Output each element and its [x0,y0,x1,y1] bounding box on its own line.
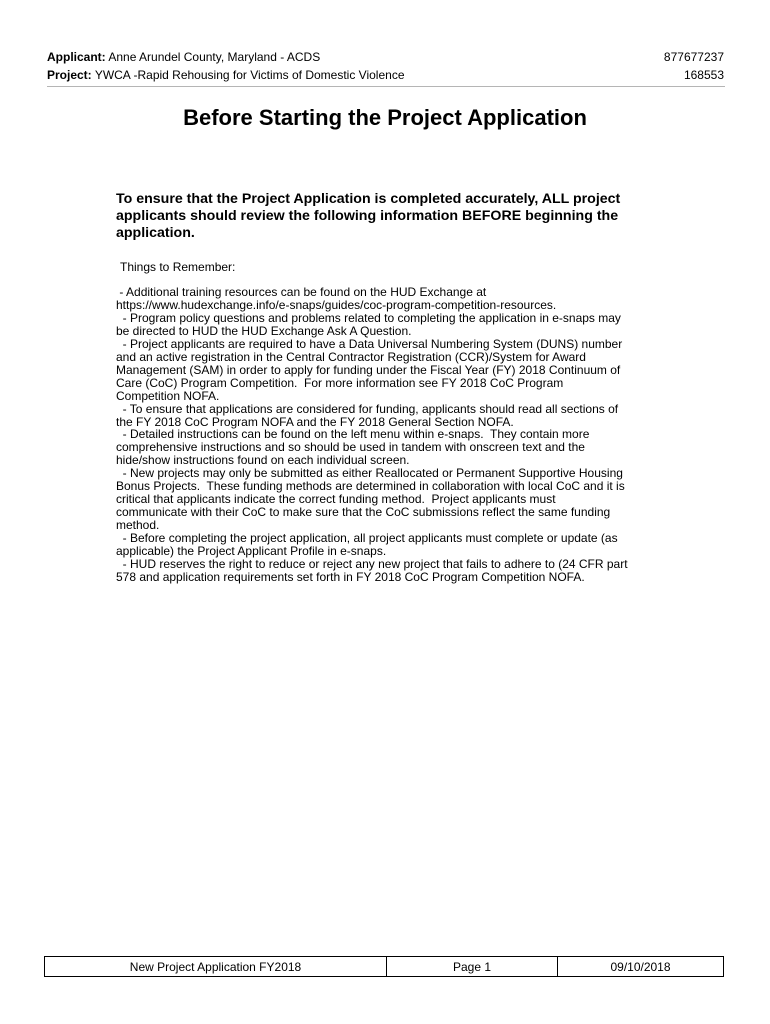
project-row [47,66,724,84]
applicant-row [47,48,724,66]
footer-date: 09/10/2018 [557,957,723,976]
page-footer [44,956,724,977]
applicant-id: 877677237 [663,50,724,64]
applicant-info [47,48,320,66]
applicant-label: Applicant: [47,50,106,64]
footer-page-number: Page 1 [386,957,557,976]
applicant-name: Anne Arundel County, Maryland - ACDS [108,50,321,64]
reminders-list: - Additional training resources can be found on the HUD Exchange at https://www.hudexchange.info/e-snaps/guides/coc-program-competition-resources. - Program policy questions and problems related to completing the application in e-snaps may be directed to HUD the HUD Exchange Ask A Question. - Project applicants are required to have a Data Universal Numbering System (DUNS) number and an active registration in the Central Contractor Registration (CCR)/System for Award Management (SAM) in order to apply for funding under the Fiscal Year (FY) 2018 Continuum of Care (CoC) Program Competition. For more information see FY 2018 CoC Program Competition NOFA. - To ensure that applications are considered for funding, applicants should read all sections of the FY 2018 CoC Program NOFA and the FY 2018 General Section NOFA. - Detailed instructions can be found on the left menu within e-snaps. They contain more comprehensive instructions and so should be used in tandem with onscreen text and the hide/show instructions found on each individual screen. - New projects may only be submitted as either Reallocated or Permanent Supportive Housing Bonus Projects. These funding methods are determined in collaboration with local CoC and it is critical that applicants indicate the correct funding method. Project applicants must communicate with their CoC to make sure that the CoC submissions reflect the same funding method. - Before completing the project application, all project applicants must complete or update (as applicable) the Project Applicant Profile in e-snaps. - HUD reserves the right to reduce or reject any new project that fails to adhere to (24 CFR part 578 and application requirements set forth in FY 2018 CoC Program Competition NOFA. [116,285,628,584]
project-id: 168553 [683,68,724,82]
page-header [47,48,724,84]
project-info [47,66,405,84]
header-divider [47,86,725,87]
things-to-remember-label: Things to Remember: [120,260,236,274]
project-label: Project: [47,68,92,82]
intro-paragraph: To ensure that the Project Application is completed accurately, ALL project applicants should review the following information BEFORE beginning the application. [116,191,621,241]
project-name: YWCA -Rapid Rehousing for Victims of Domestic Violence [94,68,405,82]
footer-document-name: New Project Application FY2018 [129,960,302,974]
page-title: Before Starting the Project Application [183,105,587,130]
